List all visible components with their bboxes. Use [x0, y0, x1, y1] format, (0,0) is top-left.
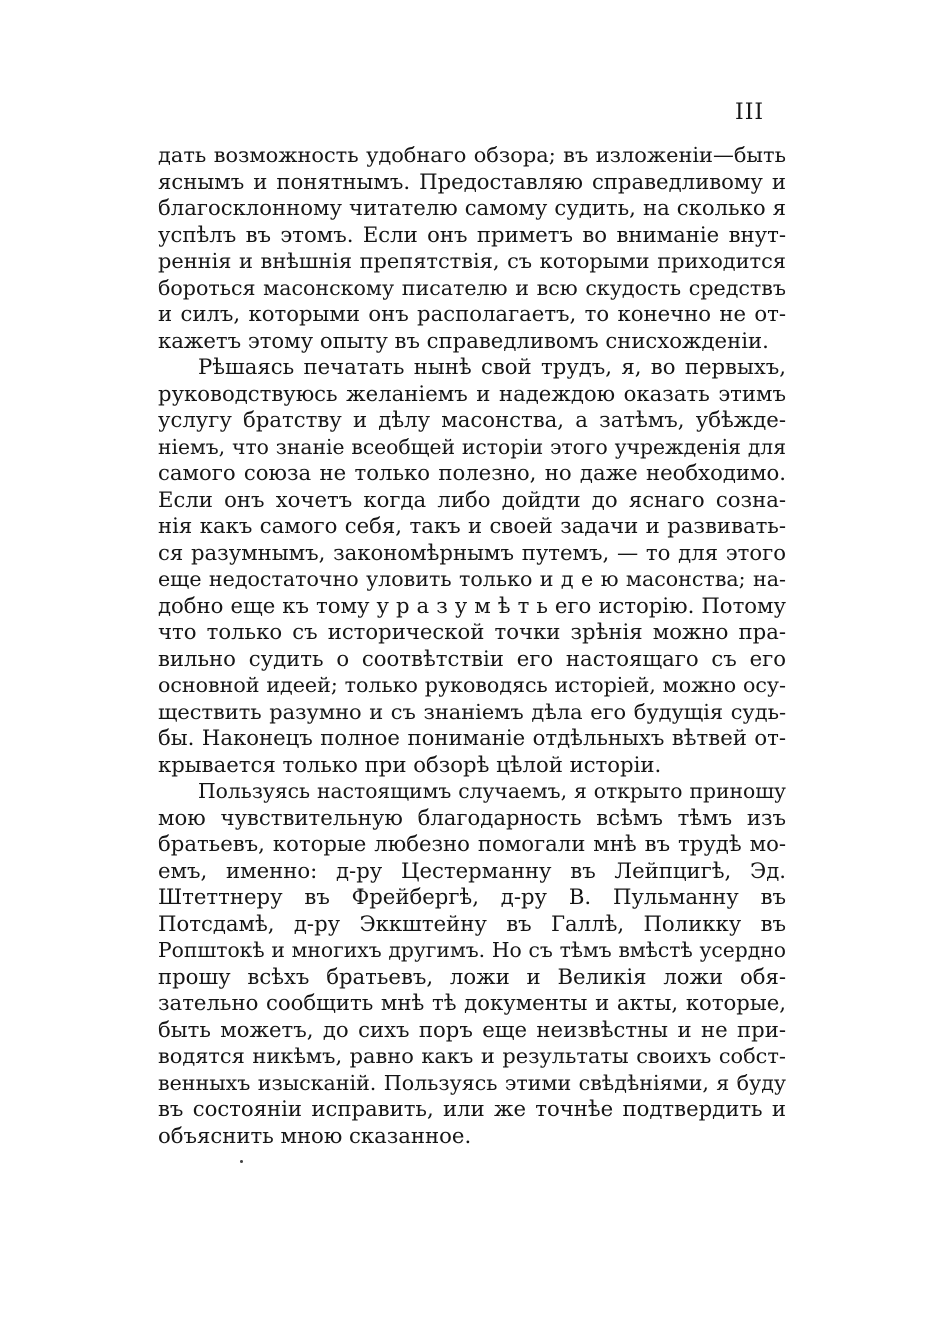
text-line: Если онъ хочетъ когда либо дойдти до яснаго созна- — [158, 486, 786, 512]
text-line: и силъ, которыми онъ располагаетъ, то конечно не от- — [158, 301, 786, 326]
text-line: самого союза не только полезно, но даже необходимо. — [158, 460, 786, 485]
text-line: мою чувствительную благодарность всѣмъ тѣмъ изъ — [158, 804, 786, 830]
text-line: добно еще къ тому у р а з у м ѣ т ь его исторію. Потому — [158, 592, 786, 618]
text-line: яснымъ и понятнымъ. Предоставляю справедливому и — [158, 168, 786, 194]
text-line: реннія и внѣшнія препятствія, съ которыми приходится — [158, 249, 786, 273]
text-line: Потсдамѣ, д-ру Эккштейну въ Галлѣ, Поликку въ — [158, 910, 786, 936]
text-line: Штеттнеру въ Фрейбергѣ, д-ру В. Пульманну въ — [158, 884, 786, 909]
page-number: III — [735, 100, 765, 125]
text-line: благосклонному читателю самому судить, на сколько я — [158, 195, 786, 220]
text-line: водятся никѣмъ, равно какъ и результаты своихъ собст- — [158, 1044, 786, 1068]
text-line: Рѣшаясь печатать нынѣ свой трудъ, я, во первыхъ, — [198, 354, 786, 379]
text-line: что только съ исторической точки зрѣнія можно пра- — [158, 619, 786, 644]
text-line: успѣлъ въ этомъ. Если онъ приметъ во вниманіе внут- — [158, 221, 786, 247]
text-line: объяснить мною сказанное. — [158, 1122, 472, 1148]
text-line: ніемъ, что знаніе всеобщей исторіи этого учрежденія для — [158, 434, 786, 459]
text-line: въ состояніи исправить, или же точнѣе подтвердить и — [158, 1096, 786, 1121]
text-line: ся разумнымъ, закономѣрнымъ путемъ, — то для этого — [158, 539, 786, 565]
text-line: венныхъ изысканій. Пользуясь этими свѣдѣніями, я буду — [158, 1070, 786, 1095]
text-line: ществить разумно и съ знаніемъ дѣла его будущія судь- — [158, 699, 786, 724]
text-line: дать возможность удобнаго обзора; въ изложенiи—быть — [158, 143, 786, 167]
text-line: вильно судить о соотвѣтствіи его настоящаго съ его — [158, 645, 786, 671]
text-line: братьевъ, которые любезно помогали мнѣ въ трудѣ мо- — [158, 831, 786, 856]
ink-speck — [240, 1160, 243, 1163]
text-line: быть можетъ, до сихъ поръ еще неизвѣстны и не при- — [158, 1016, 786, 1042]
text-line: крывается только при обзорѣ цѣлой исторіи. — [158, 751, 662, 777]
text-line: основной идеей; только руководясь исторіей, можно осу- — [158, 673, 786, 697]
text-line: зательно сообщить мнѣ тѣ документы и акты, которые, — [158, 990, 786, 1015]
text-line: прошу всѣхъ братьевъ, ложи и Великія ложи обя- — [158, 963, 786, 989]
text-line: бы. Наконецъ полное пониманіе отдѣльныхъ вѣтвей от- — [158, 725, 786, 750]
text-line: услугу братству и дѣлу масонства, а затѣмъ, убѣжде- — [158, 407, 786, 432]
text-line: кажетъ этому опыту въ справедливомъ снисхожденіи. — [158, 327, 769, 353]
text-line: Ропштокѣ и многихъ другимъ. Но съ тѣмъ вмѣстѣ усердно — [158, 938, 786, 962]
text-line: руководствуюсь желаніемъ и надеждою оказать этимъ — [158, 380, 786, 406]
text-line: емъ, именно: д-ру Цестерманну въ Лейпцигѣ, Эд. — [158, 857, 786, 883]
text-line: нія какъ самого себя, такъ и своей задачи и развивать- — [158, 513, 786, 538]
text-line: бороться масонскому писателю и всю скудость средствъ — [158, 275, 786, 300]
body-text — [158, 142, 786, 1149]
text-line: еще недостаточно уловить только и д е ю масонства; на- — [158, 567, 786, 591]
text-line: Пользуясь настоящимъ случаемъ, я открыто приношу — [198, 779, 786, 803]
